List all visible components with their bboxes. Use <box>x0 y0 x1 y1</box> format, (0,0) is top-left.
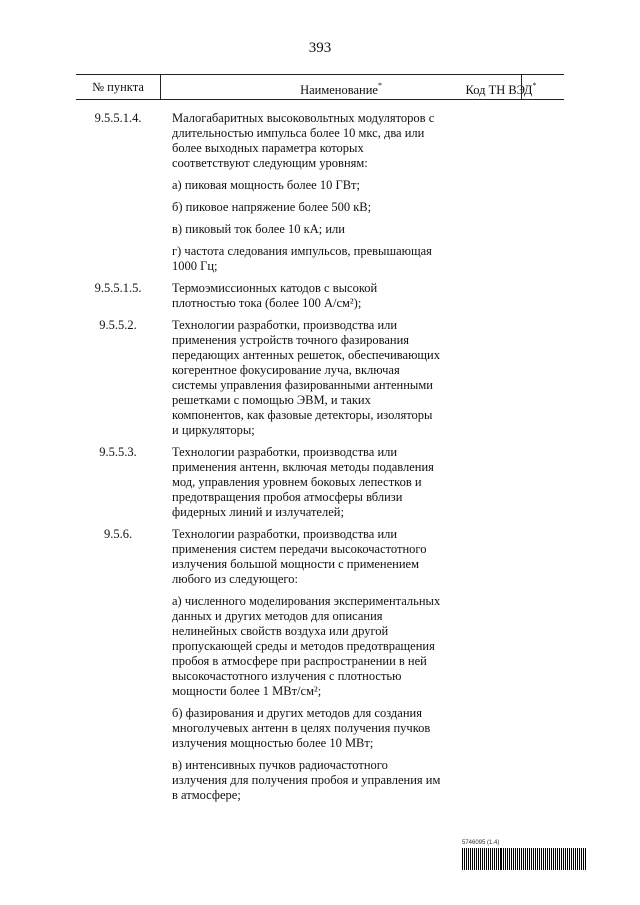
barcode-bar <box>466 848 467 870</box>
barcode-bar <box>509 848 510 870</box>
barcode-bar <box>468 848 469 870</box>
barcode-bar <box>527 848 528 870</box>
barcode-bar <box>537 848 538 870</box>
barcode-bar <box>569 848 570 870</box>
barcode-bar <box>549 848 550 870</box>
barcode-bar <box>573 848 574 870</box>
barcode-bar <box>478 848 479 870</box>
barcode-bar <box>567 848 568 870</box>
header-name-label: Наименование <box>300 83 378 98</box>
barcode-bar <box>464 848 465 870</box>
barcode-bar <box>525 848 526 870</box>
item-number: 9.5.5.2. <box>99 318 137 332</box>
item-text <box>172 281 442 311</box>
item-paragraph: г) частота следования импульсов, превышающая 1000 Гц; <box>172 244 432 273</box>
barcode-bar <box>557 848 558 870</box>
barcode-bar <box>547 848 548 870</box>
barcode-bar <box>484 848 485 870</box>
barcode-bar <box>517 848 518 870</box>
barcode-bar <box>551 848 552 870</box>
barcode-bar <box>539 848 540 870</box>
barcode-bar <box>535 848 536 870</box>
item-text <box>172 111 442 274</box>
table-row <box>76 111 564 274</box>
barcode-bar <box>507 848 508 870</box>
item-paragraph: а) пиковая мощность более 10 ГВт; <box>172 178 360 192</box>
item-paragraph: Малогабаритных высоковольтных модуляторов с длительностью импульса более 10 мкс, два или более выходных параметра которых соответствуют следующим уровням: <box>172 111 435 170</box>
barcode-bar <box>476 848 477 870</box>
item-paragraph: а) численного моделирования экспериментальных данных и других методов для описания нелинейных свойств воздуха или другой пропускающей среды и методов предотвращения пробоя в атмосфере при распространении в ней высокочастотного излучения с плотностью мощности более 1 МВт/см²; <box>172 594 441 698</box>
barcode-bar <box>575 848 576 870</box>
barcode-bar <box>523 848 524 870</box>
header-code-footnote-mark: * <box>532 81 537 90</box>
barcode-bar <box>494 848 495 870</box>
barcode-bar <box>462 848 463 870</box>
item-paragraph: в) пиковый ток более 10 кА; или <box>172 222 345 236</box>
item-text <box>172 318 442 438</box>
barcode-bar <box>505 848 506 870</box>
barcode-bar <box>579 848 580 870</box>
header-name-footnote-mark: * <box>377 81 382 90</box>
barcode-bar <box>529 848 530 870</box>
barcode-bar <box>501 848 502 870</box>
header-code <box>438 75 564 99</box>
barcode-bar <box>488 848 489 870</box>
barcode-bar <box>496 848 497 870</box>
barcode-bar <box>583 848 584 870</box>
barcode-bar <box>545 848 546 870</box>
header-item-number <box>76 75 160 99</box>
barcode-bar <box>565 848 566 870</box>
table-row <box>76 527 564 803</box>
item-number: 9.5.5.1.5. <box>94 281 142 295</box>
barcode-bar <box>553 848 554 870</box>
barcode-label: 5746095 (1.4) <box>462 840 500 846</box>
item-paragraph: Технологии разработки, производства или применения антенн, включая методы подавления мод, управления уровнем боковых лепестков и предотвращения пробоя атмосферы вблизи фидерных линий и излучателей; <box>172 445 434 519</box>
barcode-bar <box>480 848 481 870</box>
barcode-bar <box>511 848 512 870</box>
barcode-bar <box>581 848 582 870</box>
item-number: 9.5.5.1.4. <box>94 111 142 125</box>
barcode-bar <box>470 848 471 870</box>
item-number: 9.5.5.3. <box>99 445 137 459</box>
table-row <box>76 445 564 520</box>
barcode-bar <box>577 848 578 870</box>
barcode-bar <box>561 848 562 870</box>
item-number: 9.5.6. <box>103 527 133 541</box>
table-header <box>76 74 564 100</box>
barcode-bar <box>585 848 586 870</box>
barcode <box>462 848 588 870</box>
barcode-bar <box>555 848 556 870</box>
barcode-bar <box>571 848 572 870</box>
header-number-label: № пункта <box>92 80 144 94</box>
item-text <box>172 445 442 520</box>
table-body <box>76 111 564 810</box>
table-row <box>76 318 564 438</box>
header-code-label: Код ТН ВЭД <box>465 83 533 98</box>
table-row <box>76 281 564 311</box>
barcode-bar <box>474 848 475 870</box>
barcode-bar <box>513 848 514 870</box>
item-paragraph: Термоэмиссионных катодов с высокой плотностью тока (более 100 А/см²); <box>172 281 378 310</box>
barcode-bar <box>563 848 564 870</box>
barcode-bar <box>498 848 499 870</box>
barcode-bar <box>543 848 544 870</box>
barcode-bar <box>490 848 491 870</box>
barcode-bar <box>503 848 504 870</box>
page-number: 393 <box>308 40 332 56</box>
barcode-bar <box>519 848 520 870</box>
item-paragraph: Технологии разработки, производства или применения устройств точного фазирования передающих антенных решеток, обеспечивающих когерентное фокусирование луча, включая системы управления фазированными антенными решетками с помощью ЭВМ, и таких компонентов, как фазовые детекторы, изоляторы и циркуляторы; <box>172 318 440 437</box>
item-paragraph: б) пиковое напряжение более 500 кВ; <box>172 200 372 214</box>
barcode-bar <box>515 848 516 870</box>
item-paragraph: Технологии разработки, производства или применения систем передачи высокочастотного излучения большой мощности с применением любого из следующего: <box>172 527 427 586</box>
item-paragraph: б) фазирования и других методов для создания многолучевых антенн в целях получения пучков излучения мощностью более 10 МВт; <box>172 706 431 750</box>
barcode-bar <box>482 848 483 870</box>
barcode-bar <box>521 848 522 870</box>
barcode-bar <box>486 848 487 870</box>
barcode-bar <box>533 848 534 870</box>
barcode-bar <box>492 848 493 870</box>
barcode-bar <box>541 848 542 870</box>
barcode-bar <box>531 848 532 870</box>
item-paragraph: в) интенсивных пучков радиочастотного излучения для получения пробоя и управления им в атмосфере; <box>172 758 441 802</box>
item-text <box>172 527 442 803</box>
barcode-bar <box>559 848 560 870</box>
barcode-bar <box>472 848 473 870</box>
